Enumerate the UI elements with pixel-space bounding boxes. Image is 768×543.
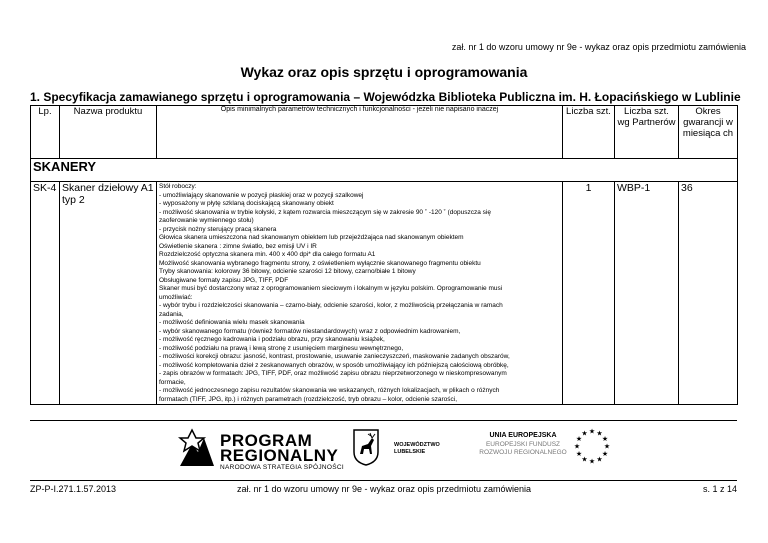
footer-page-number: s. 1 z 14 [702, 484, 737, 494]
header-partnerzy: Liczba szt. wg Partnerów [615, 106, 679, 159]
description-line: - możliwość definiowania wielu masek skanowania [159, 319, 305, 326]
header-nazwa: Nazwa produktu [60, 106, 157, 159]
row-partner: WBP-1 [615, 182, 679, 405]
eu-star-icon: ★ [596, 429, 603, 438]
header-gwarancja: Okres gwarancji w miesiąca ch [679, 106, 738, 159]
description-line: - możliwość ręcznego kadrowania i podziału obrazu, przy skanowaniu książek, [159, 336, 385, 343]
description-line: Obsługiwane formaty zapisu JPG, TIFF, PDF [159, 276, 289, 284]
ue-line1: UNIA EUROPEJSKA [489, 432, 557, 439]
header-lp: Lp. [31, 106, 60, 159]
wojewodztwo-line1: WOJEWÓDZTWO [394, 442, 440, 448]
description-line: - możliwość podziału na prawą i lewą stronę z usunięciem marginesu wewnętrznego, [159, 344, 404, 352]
deer-crest-icon [352, 428, 380, 466]
wojewodztwo-lubelskie-text [394, 442, 440, 456]
program-regionalny-subtitle: NARODOWA STRATEGIA SPÓJNOŚCI [220, 464, 344, 471]
ue-line3: ROZWOJU REGIONALNEGO [479, 449, 567, 456]
wojewodztwo-lubelskie-logo [352, 428, 472, 468]
eu-star-icon: ★ [575, 435, 583, 443]
unia-europejska-logo [478, 428, 618, 472]
eu-star-icon: ★ [588, 457, 596, 466]
description-line: - możliwość jednoczesnego zapisu rezultatów skanowania we wskazanych, różnych lokalizacjach, w plikach o różnych [159, 387, 500, 394]
table-row [31, 182, 738, 405]
description-line: - możliwość kompletowania dzieł z zeskanowanych obrazów, w sposób umożliwiający ich późniejszą całościową obróbkę, [159, 361, 509, 369]
row-liczba: 1 [563, 182, 615, 405]
footer-separator-top [30, 420, 737, 421]
description-line: - możliwość skanowania w trybie kołyski, z kątem rozwarcia mieszczącym się w zakresie 90 ˚ -120 ˚ (dopuszcza się [159, 208, 491, 216]
description-line: Oświetlenie skanera : zimne światło, bez emisji UV i IR [159, 242, 317, 250]
eu-star-icon: ★ [588, 427, 596, 436]
description-line: formatach (TIFF, JPG, itp.) i różnych parametrach (rozdzielczość, tryb obrazu – kolor, odcienie szarości, [159, 395, 458, 403]
description-line: - zapis obrazów w formatach: JPG, TIFF, PDF, oraz możliwość zapisu obrazu nieprzetworzonego w nieskompresowanym [159, 370, 507, 377]
row-nazwa: Skaner dziełowy A1 typ 2 [60, 182, 157, 405]
description-line: Tryby skanowania: kolorowy 36 bitowy, odcienie szarości 12 bitowy, czarno/białe 1 bitowy [159, 268, 416, 275]
description-line: Stół roboczy: [159, 183, 197, 190]
row-gwarancja: 36 [679, 182, 738, 405]
description-line: Możliwość skanowania wybranego fragmentu strony, z oświetleniem wyłącznie skanowanego fragmentu obiektu [159, 259, 481, 267]
description-line: Rozdzielczość optyczna skanera min. 400 x 400 dpi* dla całego formatu A1 [159, 251, 376, 258]
description-line: zaoferowanie wymiennego stołu) [159, 217, 254, 224]
description-line: - umożliwiający skanowanie w pozycji płaskiej oraz w pozycji szalkowej [159, 191, 364, 199]
ue-line2: EUROPEJSKI FUNDUSZ [485, 440, 561, 448]
eu-star-icon: ★ [596, 455, 603, 464]
program-regionalny-line1: PROGRAM [220, 431, 313, 450]
section-title: 1. Specyfikacja zamawianego sprzętu i oprogramowania – Wojewódzka Biblioteka Publiczna im. H. Łopacińskiego w Lublinie [30, 90, 741, 104]
wojewodztwo-line2: LUBELSKIE [394, 449, 426, 455]
description-line: Głowica skanera umieszczona nad skanowanym obiektem lub przejeżdżająca nad skanowanym obiektem [159, 234, 464, 241]
description-line: formacie, [159, 378, 186, 386]
table-header-row [31, 106, 738, 159]
eu-star-icon: ★ [601, 450, 609, 458]
specification-table [30, 105, 738, 405]
footer-separator [30, 480, 737, 481]
description-line: Skaner musi być dostarczony wraz z oprogramowaniem sieciowym i lokalnym w języku polskim. Oprogramowanie musi [159, 285, 503, 292]
eu-star-icon: ★ [575, 450, 583, 458]
eu-star-icon: ★ [601, 435, 609, 443]
document-title: Wykaz oraz opis sprzętu i oprogramowania [240, 64, 528, 80]
eu-star-icon: ★ [603, 442, 611, 451]
description-line: zadania, [159, 310, 184, 318]
unia-europejska-text [478, 432, 568, 458]
category-row [31, 159, 738, 182]
header-note: zał. nr 1 do wzoru umowy nr 9e - wykaz oraz opis przedmiotu zamówienia [451, 42, 746, 52]
header-liczba: Liczba szt. [563, 106, 615, 159]
description-line: - przycisk nożny sterujący pracą skanera [159, 225, 277, 233]
program-regionalny-emblem-icon [178, 426, 216, 468]
category-label: SKANERY [31, 159, 738, 182]
logos-strip [178, 424, 618, 474]
row-opis [157, 182, 563, 405]
header-opis: Opis minimalnych parametrów technicznych i funkcjonalności - jeżeli nie napisano inaczej [157, 106, 563, 159]
description-line: - możliwości korekcji obrazu: jasność, kontrast, prostowanie, usuwanie zanieczyszczeń, maskowanie zadanych obszarów, [159, 353, 510, 360]
eu-star-icon: ★ [573, 442, 581, 451]
program-regionalny-line2: REGIONALNY [220, 446, 339, 465]
description-line: umożliwiać: [159, 293, 193, 301]
eu-star-icon: ★ [581, 455, 588, 464]
footer-center-note: zał. nr 1 do wzoru umowy nr 9e - wykaz oraz opis przedmiotu zamówienia [236, 484, 532, 494]
eu-star-icon: ★ [581, 429, 588, 438]
eu-stars-icon [572, 426, 612, 466]
description-line: - wybór trybu i rozdzielczości skanowania – czarno-biały, odcienie szarości, kolor, z możliwością przełączania w ramach [159, 302, 503, 309]
row-lp: SK-4 [31, 182, 60, 405]
description-line: - wybór skanowanego formatu (również formatów niestandardowych) wraz z odpowiednim kadrowaniem, [159, 327, 461, 335]
footer-reference: ZP-P-I.271.1.57.2013 [30, 484, 117, 494]
program-regionalny-logo [178, 424, 348, 472]
description-line: - wyposażony w płytę szklaną dociskającą skanowany obiekt [159, 200, 334, 207]
